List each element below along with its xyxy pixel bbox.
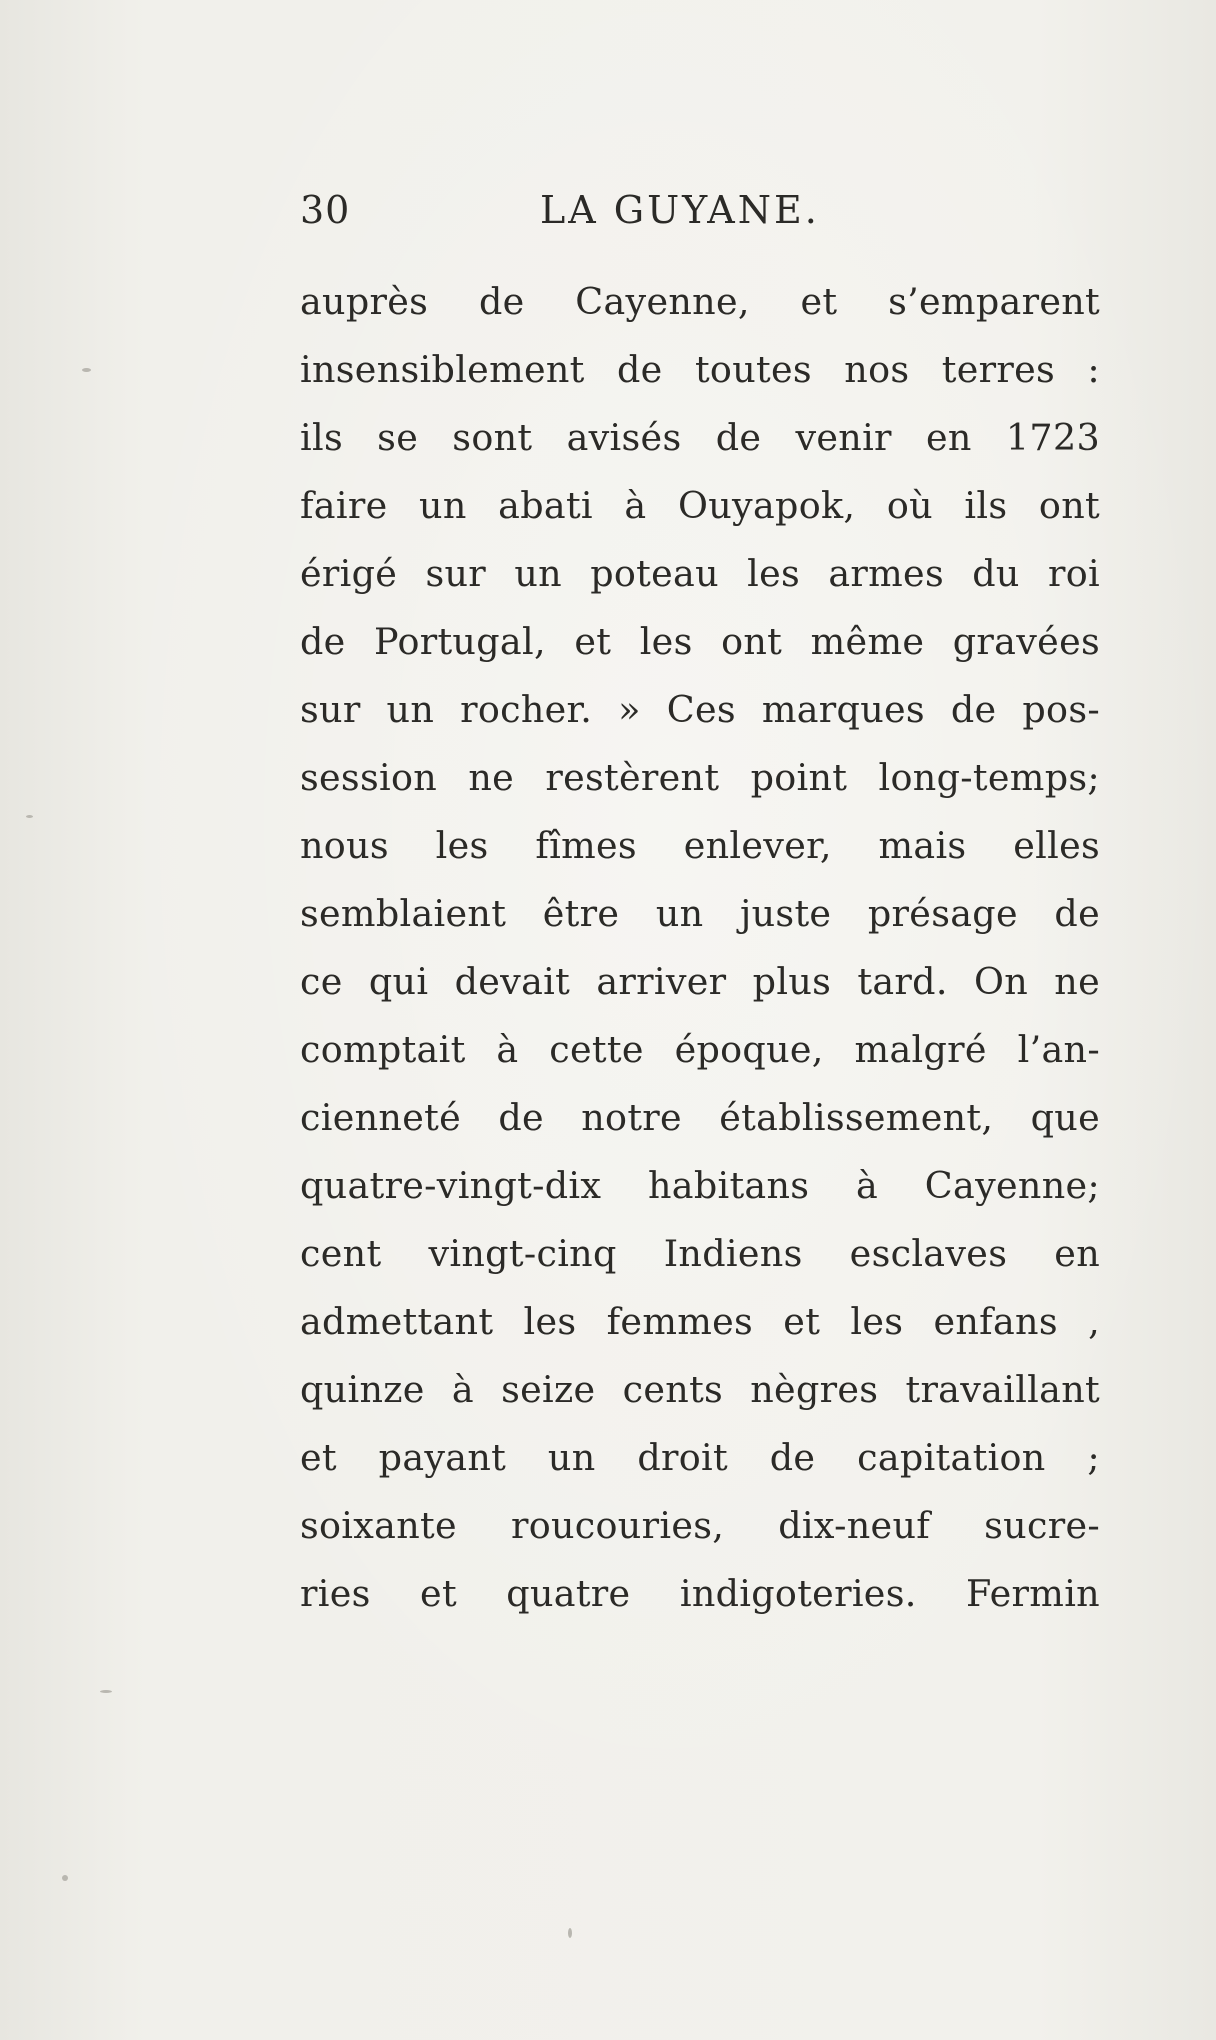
text-line: insensiblement de toutes nos terres :	[300, 348, 1100, 391]
text-line: faire un abati à Ouyapok, où ils ont	[300, 484, 1100, 527]
body-text	[300, 268, 1100, 1628]
page-number: 30	[300, 188, 351, 232]
text-line: soixante roucouries, dix-neuf sucre-	[300, 1504, 1100, 1547]
text-line: quatre-vingt-dix habitans à Cayenne;	[300, 1164, 1100, 1207]
text-line: ries et quatre indigoteries. Fermin	[300, 1572, 1100, 1615]
paper-speck	[568, 1928, 572, 1938]
text-line: semblaient être un juste présage de	[300, 892, 1100, 935]
text-line: admettant les femmes et les enfans ,	[300, 1300, 1100, 1343]
text-line: de Portugal, et les ont même gravées	[300, 620, 1100, 663]
text-line: ce qui devait arriver plus tard. On ne	[300, 960, 1100, 1003]
text-line: comptait à cette époque, malgré l’an-	[300, 1028, 1100, 1071]
text-line: sur un rocher. » Ces marques de pos-	[300, 688, 1100, 731]
page-header	[300, 180, 1100, 250]
paper-speck	[62, 1875, 68, 1881]
text-line: quinze à seize cents nègres travaillant	[300, 1368, 1100, 1411]
running-title: LA GUYANE.	[540, 188, 820, 232]
text-line: session ne restèrent point long-temps;	[300, 756, 1100, 799]
text-line: ils se sont avisés de venir en 1723	[300, 416, 1100, 459]
text-line: nous les fîmes enlever, mais elles	[300, 824, 1100, 867]
text-line: érigé sur un poteau les armes du roi	[300, 552, 1100, 595]
paper-speck	[100, 1690, 112, 1693]
text-line: cienneté de notre établissement, que	[300, 1096, 1100, 1139]
text-line: et payant un droit de capitation ;	[300, 1436, 1100, 1479]
text-line: auprès de Cayenne, et s’emparent	[300, 280, 1100, 323]
paper-speck	[26, 815, 33, 818]
paper-speck	[82, 368, 91, 372]
text-line: cent vingt-cinq Indiens esclaves en	[300, 1232, 1100, 1275]
